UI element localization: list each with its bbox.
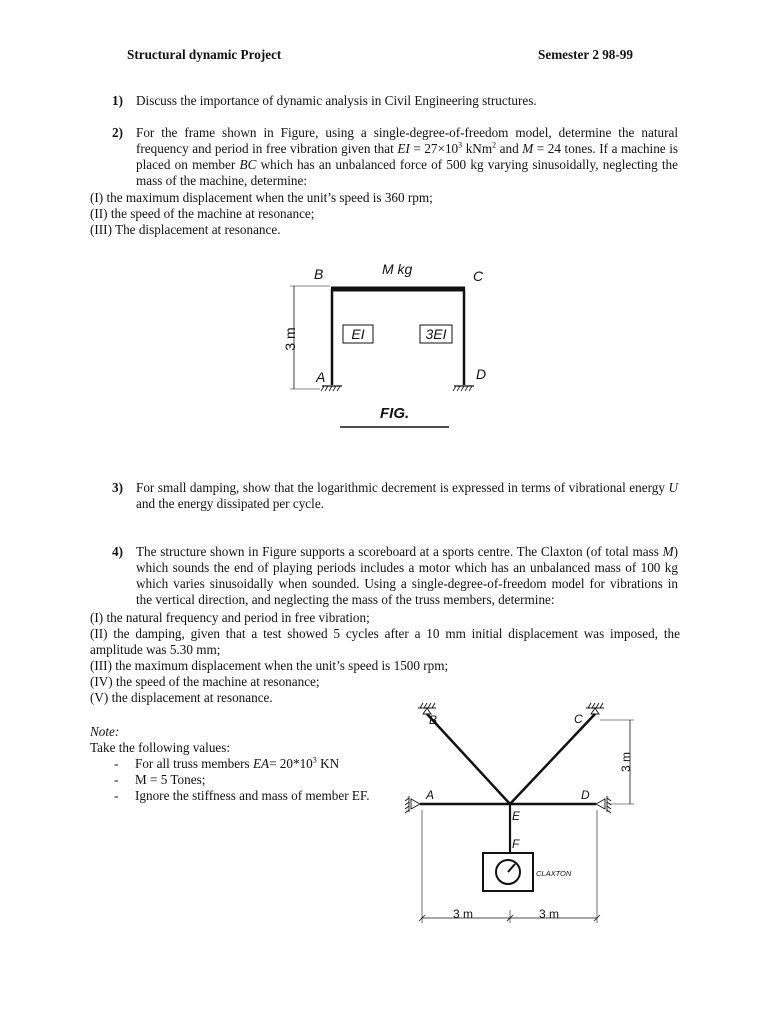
node-label-c: C — [574, 712, 583, 726]
question-number: 4) — [112, 544, 123, 559]
node-label-a: A — [316, 369, 326, 385]
list-item: (V) the displacement at resonance. — [90, 690, 273, 705]
node-label-c: C — [473, 268, 484, 284]
claxton-label: CLAXTON — [536, 869, 572, 878]
list-item: - For all truss members $EA= 20*10^3$ KN — [114, 755, 340, 771]
mass-label: M kg — [382, 261, 413, 277]
list-item: (I) the natural frequency and period in free vibration; — [90, 610, 370, 625]
list-item: (III) The displacement at resonance. — [90, 222, 281, 237]
list-item: (IV) the speed of the machine at resonance; — [90, 674, 320, 689]
question-number: 2) — [112, 125, 123, 140]
stiffness-label-ei: EI — [351, 326, 365, 342]
question-2 — [112, 125, 678, 189]
height-dimension: 3 m — [282, 327, 298, 351]
node-label-b: B — [429, 713, 438, 727]
note-intro: Take the following values: — [90, 740, 231, 755]
list-item: (I) the maximum displacement when the unit’s speed is 360 rpm; — [90, 190, 433, 205]
question-4 — [112, 544, 678, 608]
span-dimension-left: 3 m — [453, 907, 474, 921]
node-label-d: D — [581, 788, 590, 802]
document-title: Structural dynamic Project — [127, 47, 282, 62]
node-label-d: D — [476, 366, 487, 382]
note-block — [90, 724, 400, 804]
stiffness-label-3ei: 3EI — [425, 326, 447, 342]
span-dimension-right: 3 m — [539, 907, 560, 921]
question-1 — [112, 93, 678, 109]
question-text: The structure shown in Figure supports a scoreboard at a sports centre. The Claxton (of total mass M) which sounds the end of playing periods includes a motor which has an unbalanced mass of 100 kg which varies sinusoidally when sounded. Using a single-degree-of-freedom model for vibrations in the vertical direction, and neglecting the mass of the truss members, determine: — [136, 544, 678, 607]
height-dimension: 3 m — [619, 752, 633, 773]
question-number: 3) — [112, 480, 123, 495]
question-text: For small damping, show that the logarithmic decrement is expressed in terms of vibrational energy U and the energy dissipated per cycle. — [136, 480, 678, 511]
note-list — [90, 756, 400, 804]
figure-caption: FIG. — [380, 405, 410, 422]
node-label-a: A — [426, 788, 435, 802]
node-label-e: E — [512, 809, 521, 823]
question-4-items — [90, 610, 680, 706]
list-item: (II) the damping, given that a test showed 5 cycles after a 10 mm initial displacement was imposed, the amplitude was 5.30 mm; — [90, 626, 680, 657]
node-label-f: F — [512, 837, 520, 851]
list-item: - M = 5 Tones; — [114, 772, 206, 787]
question-text: Discuss the importance of dynamic analysis in Civil Engineering structures. — [136, 93, 537, 108]
node-label-b: B — [314, 266, 324, 282]
list-item: (II) the speed of the machine at resonance; — [90, 206, 315, 221]
note-title: Note: — [90, 724, 120, 739]
question-number: 1) — [112, 93, 123, 108]
question-3 — [112, 480, 678, 512]
frame-figure — [270, 255, 500, 440]
truss-figure — [400, 698, 640, 928]
semester-label: Semester 2 98-99 — [538, 47, 633, 62]
question-2-items — [90, 190, 680, 238]
list-item: - Ignore the stiffness and mass of member EF. — [114, 788, 370, 803]
list-item: (III) the maximum displacement when the unit’s speed is 1500 rpm; — [90, 658, 449, 673]
question-text: For the frame shown in Figure, using a single-degree-of-freedom model, determine the natural frequency and period in free vibration given that EI = $27\times 10^3$ kNm$^2$ and M = 24 tones. If a machine is placed on member BC which has an unbalanced force of 500 kg varying sinusoidally, neglecting the mass of the machine, determine: — [136, 125, 679, 188]
